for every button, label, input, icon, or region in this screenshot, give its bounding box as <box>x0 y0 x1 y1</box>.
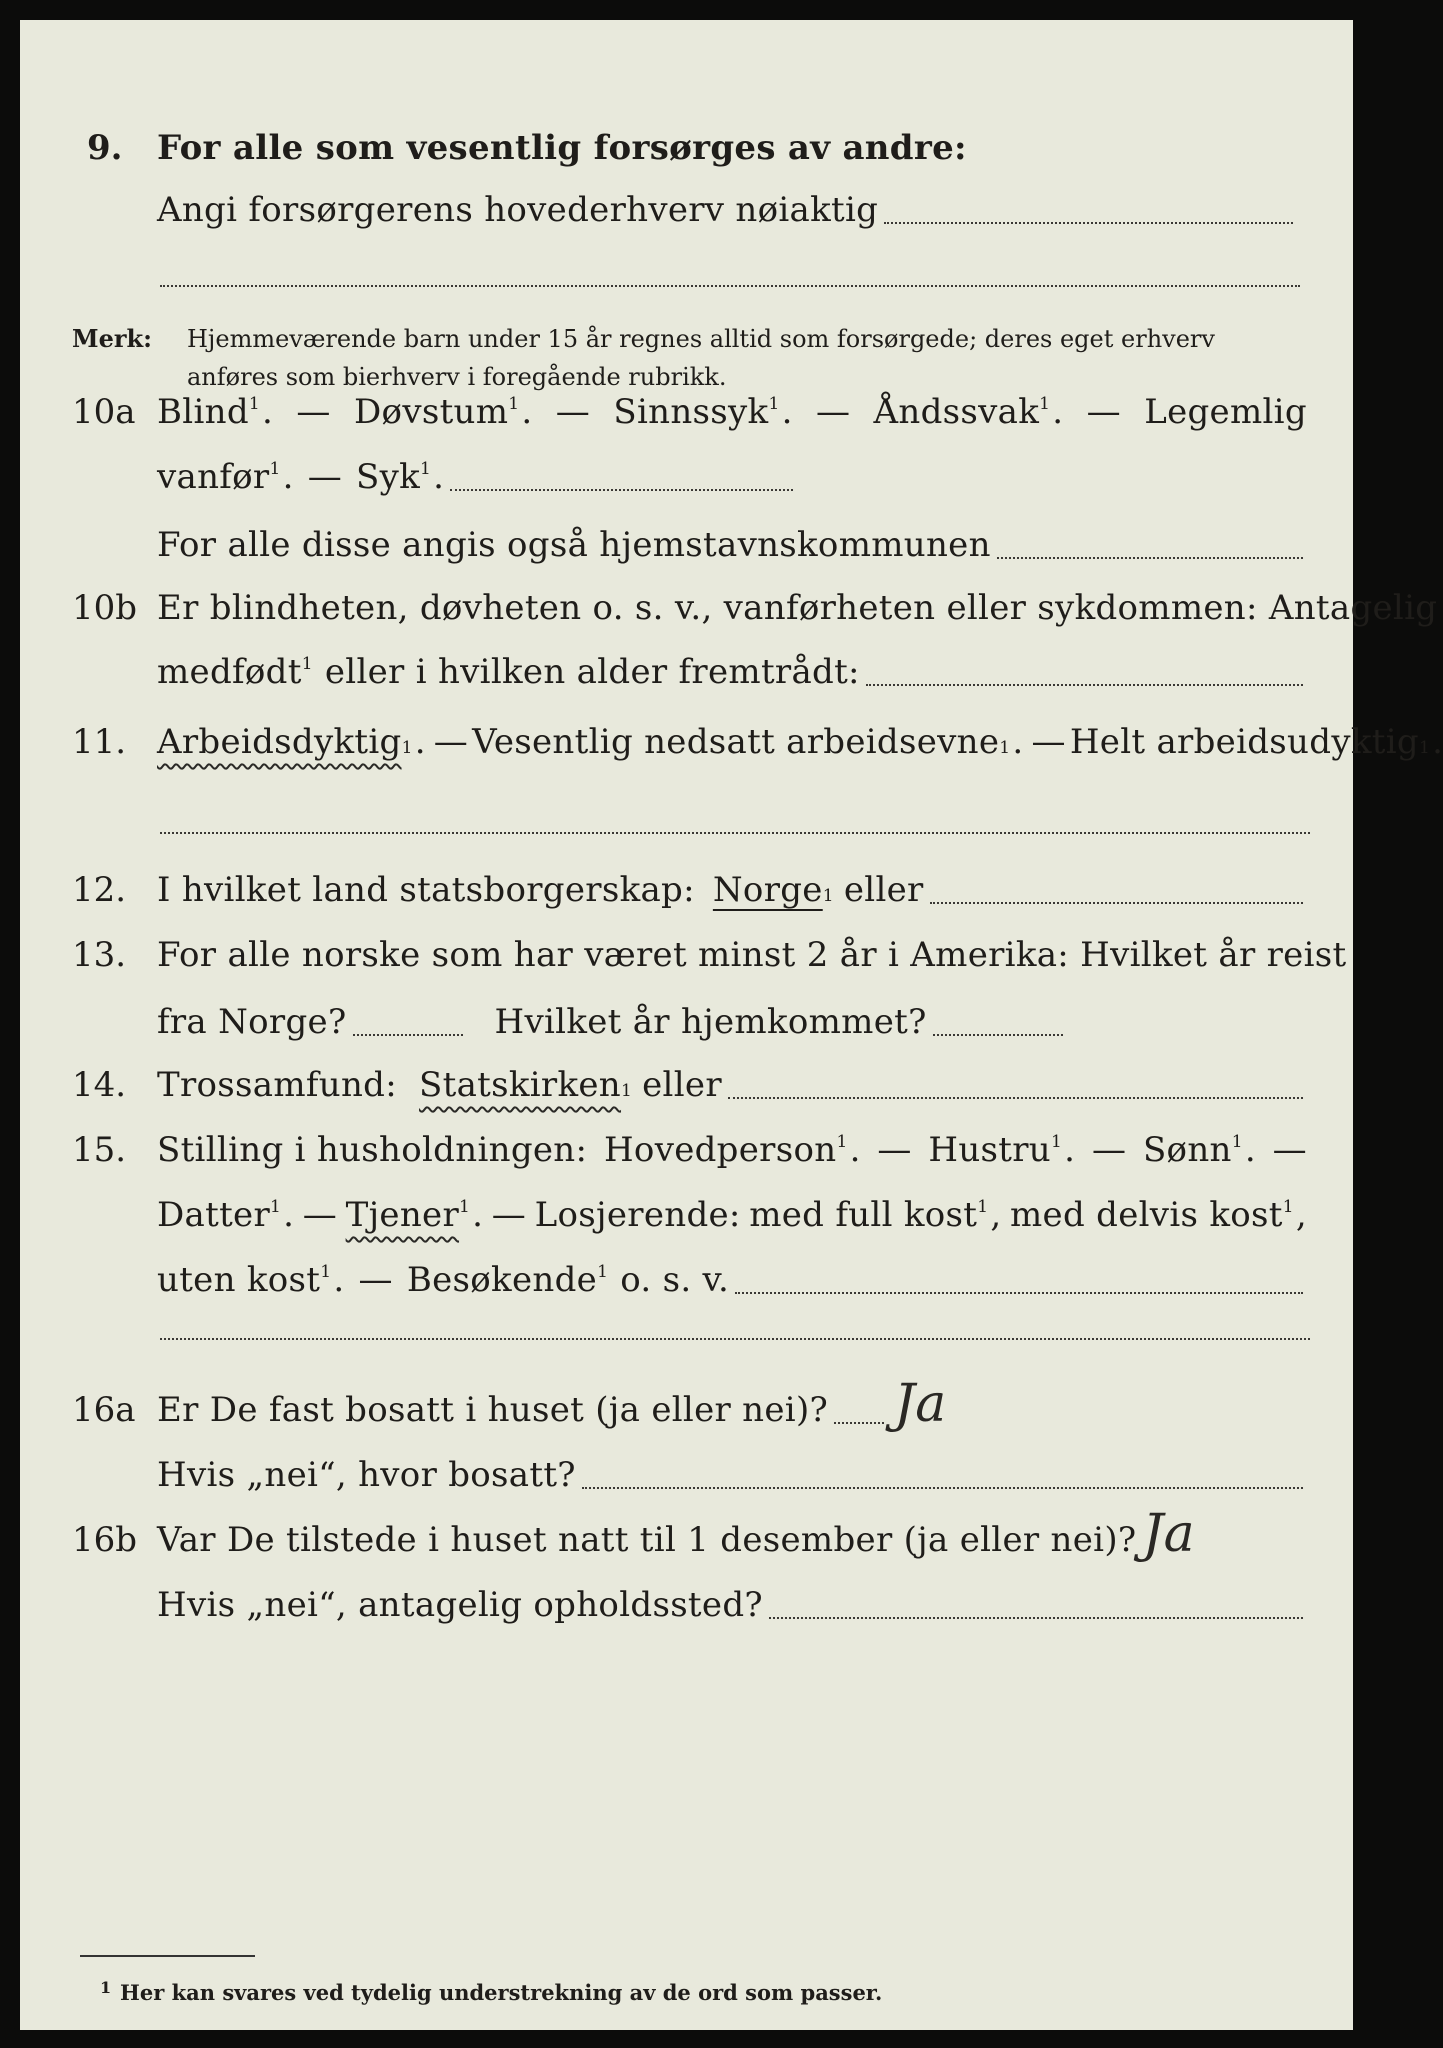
q10b-age-field[interactable] <box>866 684 1303 686</box>
dash: — <box>491 1195 527 1235</box>
q10a-line1 <box>157 392 1307 432</box>
q13-question: For alle norske som har været minst 2 år i Amerika: Hvilket år reist <box>157 935 1347 975</box>
option-andssvak[interactable]: Åndssvak$^1$. <box>873 392 1064 432</box>
q16b-line1: Var De tilstede i huset natt til 1 desember (ja eller nei)? Ja <box>157 1504 1195 1564</box>
q15-extra-line[interactable] <box>160 1338 1310 1340</box>
q13-fra-norge-label: fra Norge? <box>157 1002 347 1042</box>
q13-hjemkommet-field[interactable] <box>933 1034 1063 1036</box>
option-hustru[interactable]: Hustru$^1$. <box>928 1130 1076 1170</box>
q12-number: 12. <box>72 870 127 910</box>
q11-number: 11. <box>72 722 127 762</box>
q9-answer-field[interactable] <box>884 222 1293 224</box>
q13-fra-norge-field[interactable] <box>353 1034 463 1036</box>
q16a-answer-field[interactable] <box>834 1422 884 1424</box>
option-medfodt[interactable]: medfødt$^1$ <box>157 652 313 692</box>
option-statskirken-selected[interactable]: Statskirken <box>419 1065 622 1105</box>
dash: — <box>1086 392 1121 432</box>
dash: — <box>302 1195 338 1235</box>
option-delvis-kost[interactable]: med delvis kost$^1$, <box>1010 1195 1307 1235</box>
footnote-text: Her kan svares ved tydelig understrekning av de ord som passer. <box>120 1980 883 2005</box>
option-tjener-selected[interactable]: Tjener$^1$. <box>345 1195 484 1235</box>
q15-number: 15. <box>72 1130 127 1170</box>
dash: — <box>307 457 343 497</box>
q14-label: Trossamfund: <box>157 1065 398 1105</box>
q14-trossamfund-field[interactable] <box>728 1097 1303 1099</box>
dash: — <box>815 392 851 432</box>
q16a-line1: Er De fast bosatt i huset (ja eller nei)? Ja <box>157 1374 947 1434</box>
q9-line2: Angi forsørgerens hovederhverv nøiaktig <box>157 190 879 230</box>
q16b-opholdssted-field[interactable] <box>769 1617 1303 1619</box>
q16a-bosatt-field[interactable] <box>582 1487 1303 1489</box>
q13-line1 <box>157 935 1346 975</box>
q11-extra-line[interactable] <box>160 832 1310 834</box>
q11-line: Arbeidsdyktig 1 . — Vesentlig nedsatt arbeidsevne 1 . — Helt arbeidsudyktig 1 . <box>157 722 1443 762</box>
dash: — <box>433 722 469 762</box>
option-vanfor[interactable]: vanfør$^1$. <box>157 457 294 497</box>
q10a-line2 <box>157 457 797 497</box>
option-arbeidsdyktig-selected[interactable]: Arbeidsdyktig <box>157 722 402 762</box>
q14-line: Trossamfund: Statskirken 1 eller <box>157 1065 1307 1105</box>
option-legemlig-label: Legemlig <box>1144 392 1307 432</box>
option-vesentlig-nedsatt[interactable]: Vesentlig nedsatt arbeidsevne <box>472 722 1000 762</box>
q10b-line1 <box>157 588 1437 628</box>
dash: — <box>877 1130 912 1170</box>
q16a-followup: Hvis „nei“, hvor bosatt? <box>157 1455 576 1495</box>
option-blind[interactable]: Blind$^1$. <box>157 392 274 432</box>
q14-eller: eller <box>642 1065 722 1105</box>
q16b-line2 <box>157 1585 1307 1625</box>
q15-line1 <box>157 1130 1307 1170</box>
q13-hjemkommet-label: Hvilket år hjemkommet? <box>494 1002 927 1042</box>
merk-line2: anføres som bierhverv i foregående rubrikk. <box>187 363 727 391</box>
option-sonn[interactable]: Sønn$^1$. <box>1142 1130 1256 1170</box>
q15-label: Stilling i husholdningen: <box>157 1130 588 1170</box>
q10a-hjemstavn-label: For alle disse angis også hjemstavnskommunen <box>157 525 991 565</box>
q16a-number: 16a <box>72 1390 136 1430</box>
q9-heading <box>157 128 967 168</box>
option-full-kost[interactable]: med full kost$^1$, <box>749 1195 1002 1235</box>
q9-provider-line <box>157 190 1297 230</box>
dash: — <box>1031 722 1066 762</box>
q10b-line2-label: eller i hvilken alder fremtrådt: <box>324 652 860 692</box>
q12-country-field[interactable] <box>930 902 1303 904</box>
q16a-question: Er De fast bosatt i huset (ja eller nei)? <box>157 1390 829 1430</box>
q10a-line3 <box>157 525 1307 565</box>
option-datter[interactable]: Datter$^1$. <box>157 1195 295 1235</box>
dash: — <box>296 392 331 432</box>
q9-extra-line[interactable] <box>160 285 1300 287</box>
q9-number: 9. <box>87 128 123 168</box>
q16b-question: Var De tilstede i huset natt til 1 desember (ja eller nei)? <box>157 1520 1137 1560</box>
q12-eller: eller <box>843 870 924 910</box>
dash: — <box>1272 1130 1307 1170</box>
footnote-mark: 1 <box>100 1978 112 1997</box>
q10b-question: Er blindheten, døvheten o. s. v., vanførheten eller sykdommen: Antagelig <box>157 588 1438 628</box>
footnote-divider <box>80 1955 255 1957</box>
q15-other-field[interactable] <box>735 1292 1303 1294</box>
option-norge-selected[interactable]: Norge <box>712 870 823 910</box>
dash: — <box>1091 1130 1127 1170</box>
q16b-followup: Hvis „nei“, antagelig opholdssted? <box>157 1585 763 1625</box>
q10b-number: 10b <box>72 588 138 628</box>
q15-osv: o. s. v. <box>620 1260 730 1300</box>
q14-number: 14. <box>72 1065 127 1105</box>
q13-line2 <box>157 1002 1067 1042</box>
q10a-number: 10a <box>72 392 136 432</box>
merk-label: Merk: <box>72 324 152 353</box>
option-syk[interactable]: Syk$^1$. <box>356 457 445 497</box>
q16b-number: 16b <box>72 1520 138 1560</box>
q15-line3 <box>157 1260 1307 1300</box>
census-form-page <box>20 20 1443 2030</box>
option-sinnssyk[interactable]: Sinnssyk$^1$. <box>613 392 793 432</box>
q12-line: I hvilket land statsborgerskap: Norge 1 eller <box>157 870 1307 910</box>
q16a-line2 <box>157 1455 1307 1495</box>
option-hovedperson[interactable]: Hovedperson$^1$. <box>603 1130 861 1170</box>
q12-label: I hvilket land statsborgerskap: <box>157 870 695 910</box>
option-besokende[interactable]: Besøkende$^1$ <box>406 1260 609 1300</box>
option-dovstum[interactable]: Døvstum$^1$. <box>353 392 533 432</box>
merk-line1: Hjemmeværende barn under 15 år regnes alltid som forsørgede; deres eget erhverv <box>187 325 1215 353</box>
q10a-hjemstavn-field[interactable] <box>997 557 1303 559</box>
option-helt-arbeidsudyktig[interactable]: Helt arbeidsudyktig <box>1069 722 1419 762</box>
dash: — <box>555 392 591 432</box>
q10a-syk-field[interactable] <box>450 489 793 491</box>
option-uten-kost[interactable]: uten kost$^1$. <box>157 1260 345 1300</box>
q9-line1: For alle som vesentlig forsørges av andre: <box>157 128 967 168</box>
footnote <box>100 1978 883 2005</box>
dash: — <box>358 1260 393 1300</box>
q13-number: 13. <box>72 935 127 975</box>
q15-line2 <box>157 1195 1307 1235</box>
q15-losjerende-label: Losjerende: <box>534 1195 741 1235</box>
q10b-line2 <box>157 652 1307 692</box>
